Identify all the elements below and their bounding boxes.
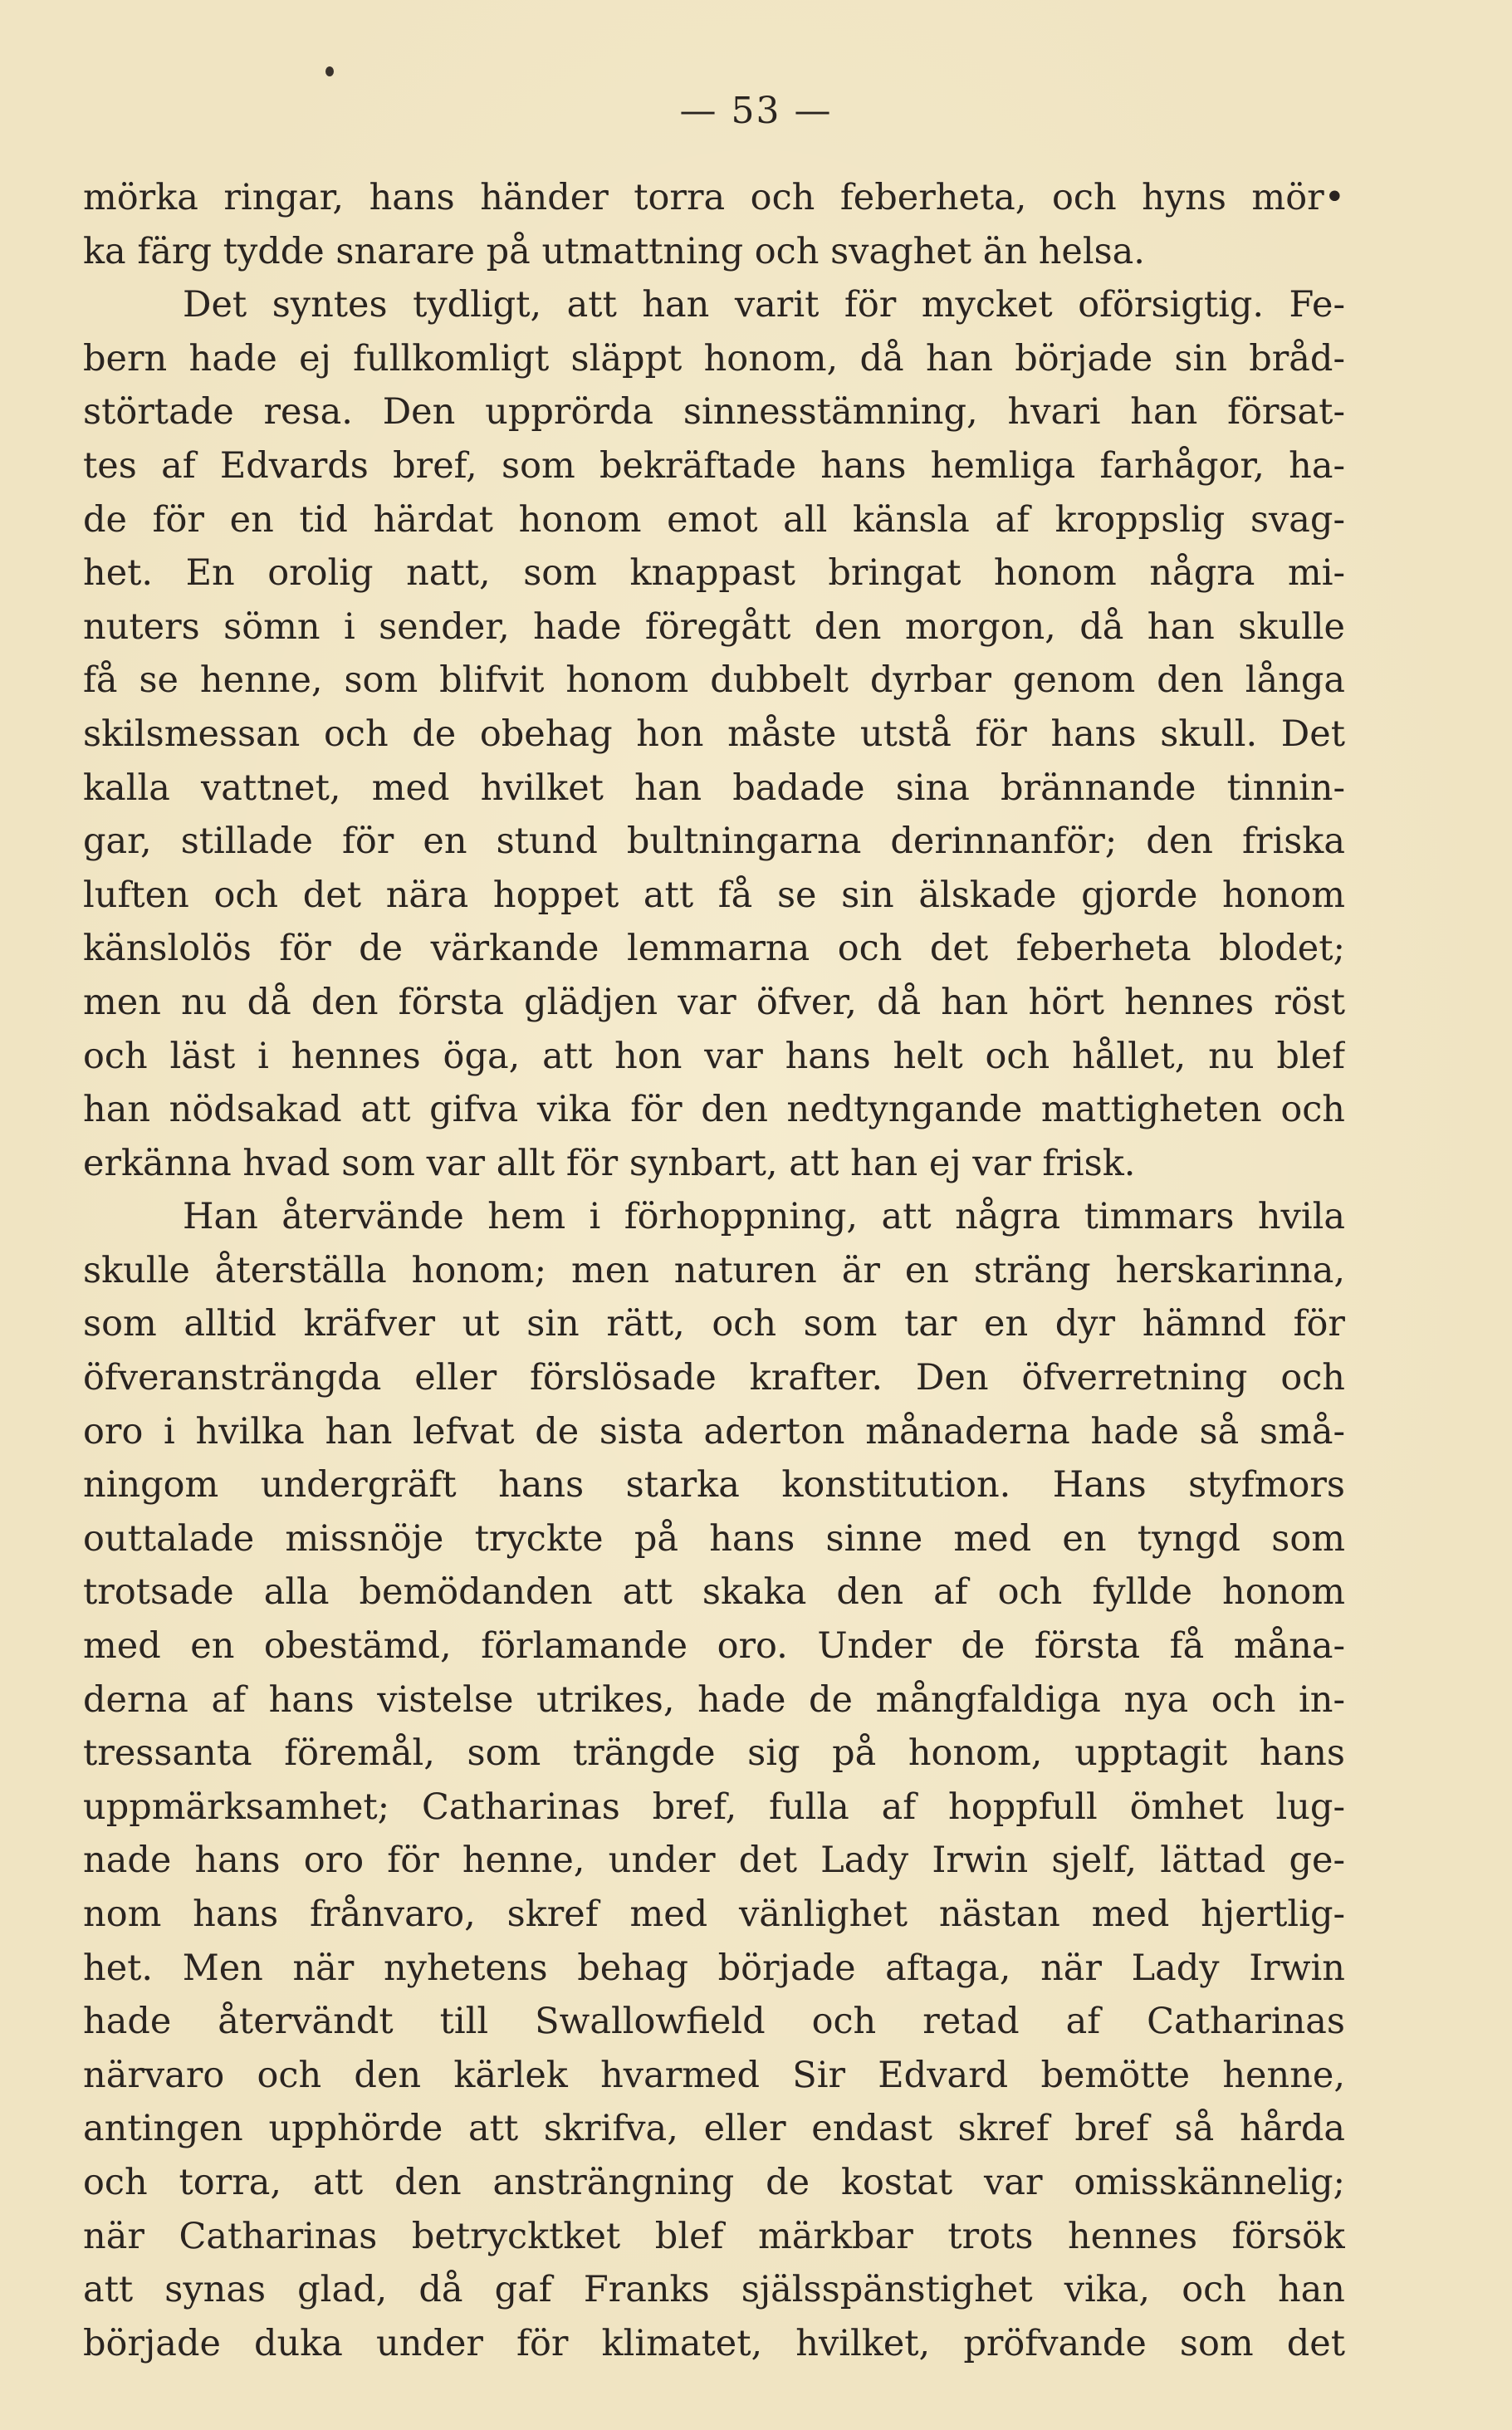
text-line: het. Men när nyhetens behag började aftaga, när Lady Irwin [83,1947,1345,1989]
text-line: skilsmessan och de obehag hon måste utstå för hans skull. Det [83,713,1345,755]
text-line: trotsade alla bemödanden att skaka den af och fyllde honom [83,1571,1345,1614]
text-line: öfveransträngda eller förslösade krafter. Den öfverretning och [83,1357,1345,1399]
text-line: att synas glad, då gaf Franks själsspänstighet vika, och han [83,2269,1345,2311]
text-line: och torra, att den ansträngning de kostat var omisskännelig; [83,2161,1345,2203]
text-line: tressanta föremål, som trängde sig på honom, upptagit hans [83,1732,1345,1775]
text-line: het. En orolig natt, som knappast bringat honom några mi- [83,552,1345,595]
text-line: när Catharinas betrycktket blef märkbar trots hennes försök [83,2215,1345,2257]
page-number: — 53 — [679,90,833,132]
text-line: mörka ringar, hans händer torra och feberheta, och hyns mör• [83,177,1345,218]
body-text [83,171,1345,2370]
text-line: började duka under för klimatet, hvilket, pröfvande som det [83,2322,1345,2364]
text-line: nade hans oro för henne, under det Lady Irwin sjelf, lättad ge- [83,1840,1345,1882]
text-line: kalla vattnet, med hvilket han badade sina brännande tinnin- [83,767,1345,809]
text-line: Det syntes tydligt, att han varit för mycket oförsigtig. Fe- [183,284,1345,326]
text-line: derna af hans vistelse utrikes, hade de mångfaldiga nya och in- [83,1678,1345,1721]
text-line: men nu då den första glädjen var öfver, då han hört hennes röst [83,981,1345,1023]
text-line: tes af Edvards bref, som bekräftade hans hemliga farhågor, ha- [83,444,1345,487]
text-line: han nödsakad att gifva vika för den nedtyngande mattigheten och [83,1089,1345,1131]
text-line: ka färg tydde snarare på utmattning och svaghet än helsa. [83,230,1145,272]
text-line: få se henne, som blifvit honom dubbelt dyrbar genom den långa [83,659,1345,702]
text-line: bern hade ej fullkomligt släppt honom, då han började sin bråd- [83,337,1345,380]
text-line: de för en tid härdat honom emot all känsla af kroppslig svag- [83,498,1345,541]
text-line: närvaro och den kärlek hvarmed Sir Edvard bemötte henne, [83,2054,1345,2096]
text-line: outtalade missnöje tryckte på hans sinne med en tyngd som [83,1517,1345,1560]
text-line: störtade resa. Den upprörda sinnesstämning, hvari han försat- [83,391,1345,434]
text-line: antingen upphörde att skrifva, eller endast skref bref så hårda [83,2108,1345,2150]
text-line: erkänna hvad som var allt för synbart, att han ej var frisk. [83,1142,1136,1184]
text-line: hade återvändt till Swallowfield och retad af Catharinas [83,2001,1345,2043]
text-line: som alltid kräfver ut sin rätt, och som tar en dyr hämnd för [83,1303,1345,1345]
text-line: skulle återställa honom; men naturen är en sträng herskarinna, [83,1249,1345,1291]
text-line: nom hans frånvaro, skref med vänlighet nästan med hjertlig- [83,1894,1345,1935]
text-line: oro i hvilka han lefvat de sista aderton månaderna hade så små- [83,1410,1345,1453]
text-line: uppmärksamhet; Catharinas bref, fulla af hoppfull ömhet lug- [83,1786,1345,1828]
text-line: med en obestämd, förlamande oro. Under de första få måna- [83,1625,1345,1668]
text-line: och läst i hennes öga, att hon var hans helt och hållet, nu blef [83,1035,1345,1077]
text-line: Han återvände hem i förhoppning, att några timmars hvila [183,1196,1345,1238]
text-line: ningom undergräft hans starka konstitution. Hans styfmors [83,1464,1345,1507]
ink-speck [325,66,334,76]
text-line: nuters sömn i sender, hade föregått den morgon, då han skulle [83,605,1345,648]
text-line: gar, stillade för en stund bultningarna derinnanför; den friska [83,821,1345,863]
text-line: känslolös för de värkande lemmarna och det feberheta blodet; [83,928,1345,970]
text-line: luften och det nära hoppet att få se sin älskade gjorde honom [83,874,1345,916]
